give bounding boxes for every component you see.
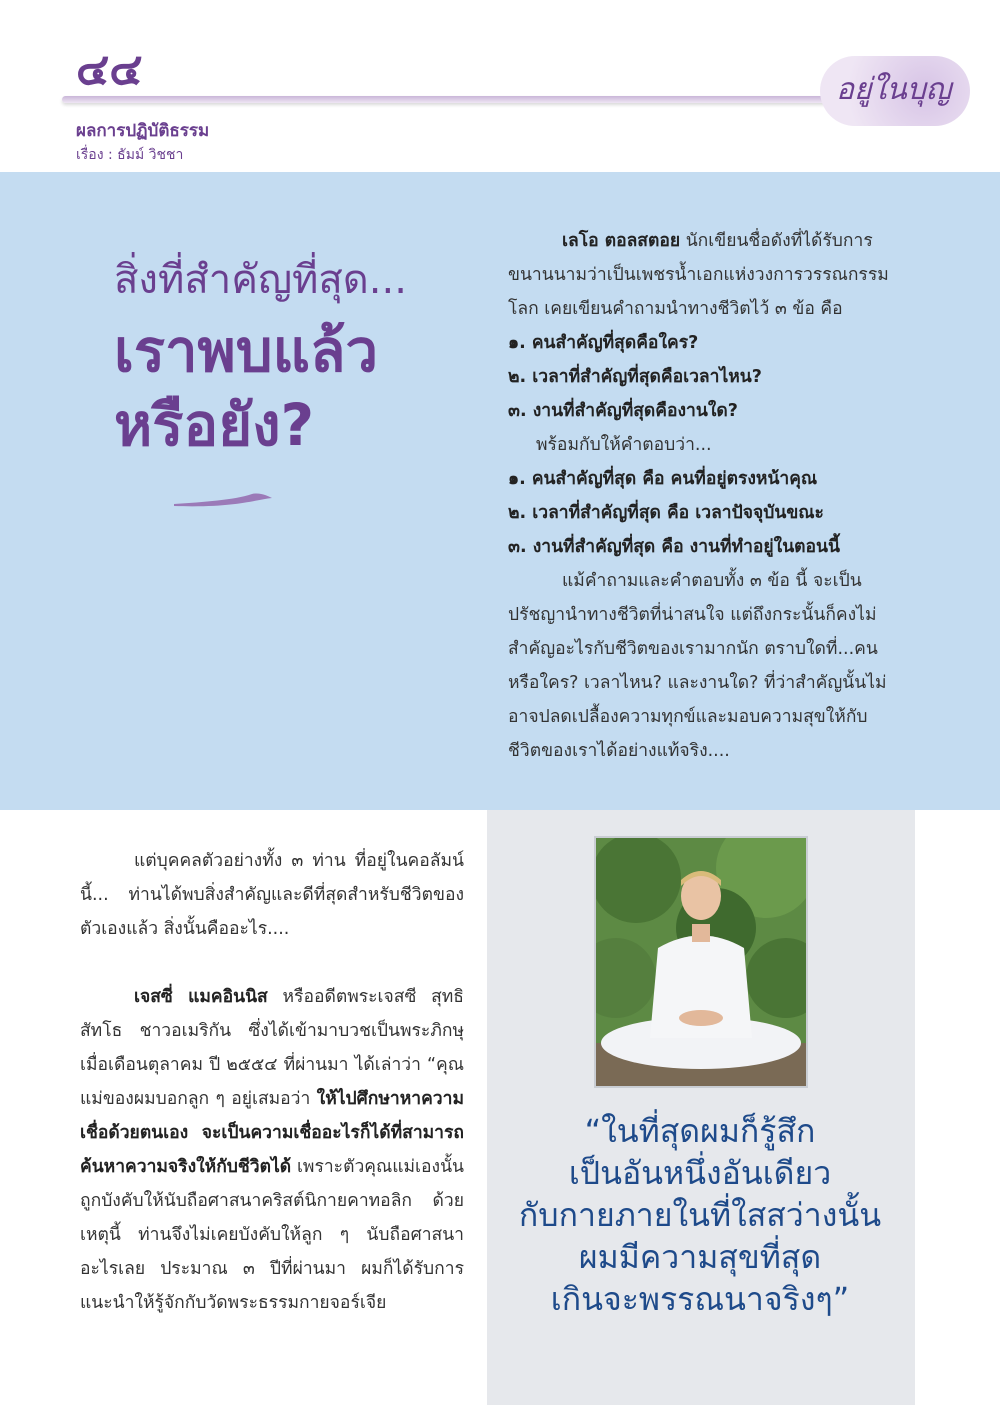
question-2: ๒. เวลาที่สำคัญที่สุดคือเวลาไหน? (508, 367, 762, 387)
page-header (0, 0, 1000, 172)
headline-line-1: สิ่งที่สำคัญที่สุด... (114, 257, 407, 303)
body-paragraph-2-emphasis: ให้ไปศึกษาหาความเชื่อด้วยตนเอง จะเป็นความเชื่ออะไรก็ได้ที่สามารถค้นหาความจริงให้กับชีวิตได้ (80, 1089, 464, 1177)
lead-author-name: เลโอ ตอลสตอย (562, 231, 681, 251)
body-paragraph-2-b: เพราะตัวคุณแม่เองนั้นถูกบังคับให้นับถือศาสนาคริสต์นิกายคาทอลิก ด้วยเหตุนี้ ท่านจึงไม่เคยบังคับให้ลูก ๆ นับถือศาสนาอะไรเลย ประมาณ ๓ ปีที่ผ่านมา ผมก็ได้รับการแนะนำให้รู้จักกับวัดพระธรรมกายจอร์เจีย (80, 1157, 464, 1313)
body-column (80, 844, 464, 1320)
body-paragraph-1: แต่บุคคลตัวอย่างทั้ง ๓ ท่าน ที่อยู่ในคอลัมน์นี้... ท่านได้พบสิ่งสำคัญและดีที่สุดสำหรับชีวิตของตัวเองแล้ว สิ่งนั้นคืออะไร.... (80, 851, 464, 939)
headline-line-3: หรือยัง? (114, 391, 315, 459)
magazine-logo-text: อยู่ในบุญ (836, 72, 952, 107)
quote-line-1: “ในที่สุดผมก็รู้สึก (584, 1112, 816, 1150)
intro-text (508, 224, 894, 768)
quote-line-5: เกินจะพรรณนาจริงๆ” (550, 1280, 850, 1318)
header-rule (62, 96, 882, 103)
question-3: ๓. งานที่สำคัญที่สุดคืองานใด? (508, 401, 738, 421)
article-headline (114, 252, 407, 462)
byline: เรื่อง : ธัมม์ วิชชา (76, 147, 184, 163)
lead-author-desc: นักเขียนชื่อดังที่ได้รับการขนานนามว่าเป็นเพชรน้ำเอกแห่งวงการวรรณกรรมโลก เคยเขียนคำถามนำทางชีวิตไว้ ๓ ข้อ คือ (508, 231, 889, 319)
section-title: ผลการปฏิบัติธรรม (76, 121, 210, 141)
body-paragraph-2-a: หรืออดีตพระเจสซี สุทธิสัทโธ ชาวอเมริกัน ซึ่งได้เข้ามาบวชเป็นพระภิกษุเมื่อเดือนตุลาคม ปี ๒๕๕๔ ที่ผ่านมา ได้เล่าว่า “คุณแม่ของผมบอกลูก ๆ อยู่เสมอว่า (80, 987, 464, 1109)
quote-line-2: เป็นอันหนึ่งอันเดียว (568, 1154, 832, 1192)
meditating-man-photo (594, 836, 808, 1088)
headline-line-2: เราพบแล้ว (114, 317, 379, 385)
question-1: ๑. คนสำคัญที่สุดคือใคร? (508, 333, 699, 353)
photo-illustration (596, 838, 806, 1086)
body-paragraph-2 (80, 980, 464, 1320)
answer-lead: พร้อมกับให้คำตอบว่า... (536, 435, 712, 455)
paragraph-gap (80, 946, 464, 980)
quote-line-3: กับกายภายในที่ใสสว่างนั้น (518, 1196, 882, 1234)
page-number: ๔๔ (76, 44, 143, 95)
intro-closing: แม้คำถามและคำตอบทั้ง ๓ ข้อ นี้ จะเป็นปรัชญานำทางชีวิตที่น่าสนใจ แต่ถึงกระนั้นก็คงไม่สำคัญอะไรกับชีวิตของเรามากนัก ตราบใดที่...คนหรือใคร? เวลาไหน? และงานใด? ที่ว่าสำคัญนั้นไม่อาจปลดเปลื้องความทุกข์และมอบความสุขให้กับชีวิตของเราได้อย่างแท้จริง.... (508, 571, 887, 761)
quote-line-4: ผมมีความสุขที่สุด (578, 1238, 822, 1276)
subject-name: เจสซี่ แมคอินนิส (134, 987, 268, 1007)
swoosh-ornament (174, 490, 274, 514)
answer-2: ๒. เวลาที่สำคัญที่สุด คือ เวลาปัจจุบันขณะ (508, 503, 824, 523)
answer-3: ๓. งานที่สำคัญที่สุด คือ งานที่ทำอยู่ในตอนนี้ (508, 537, 840, 557)
intro-lead (508, 224, 894, 326)
answer-1: ๑. คนสำคัญที่สุด คือ คนที่อยู่ตรงหน้าคุณ (508, 469, 818, 489)
pull-quote (500, 1110, 900, 1320)
